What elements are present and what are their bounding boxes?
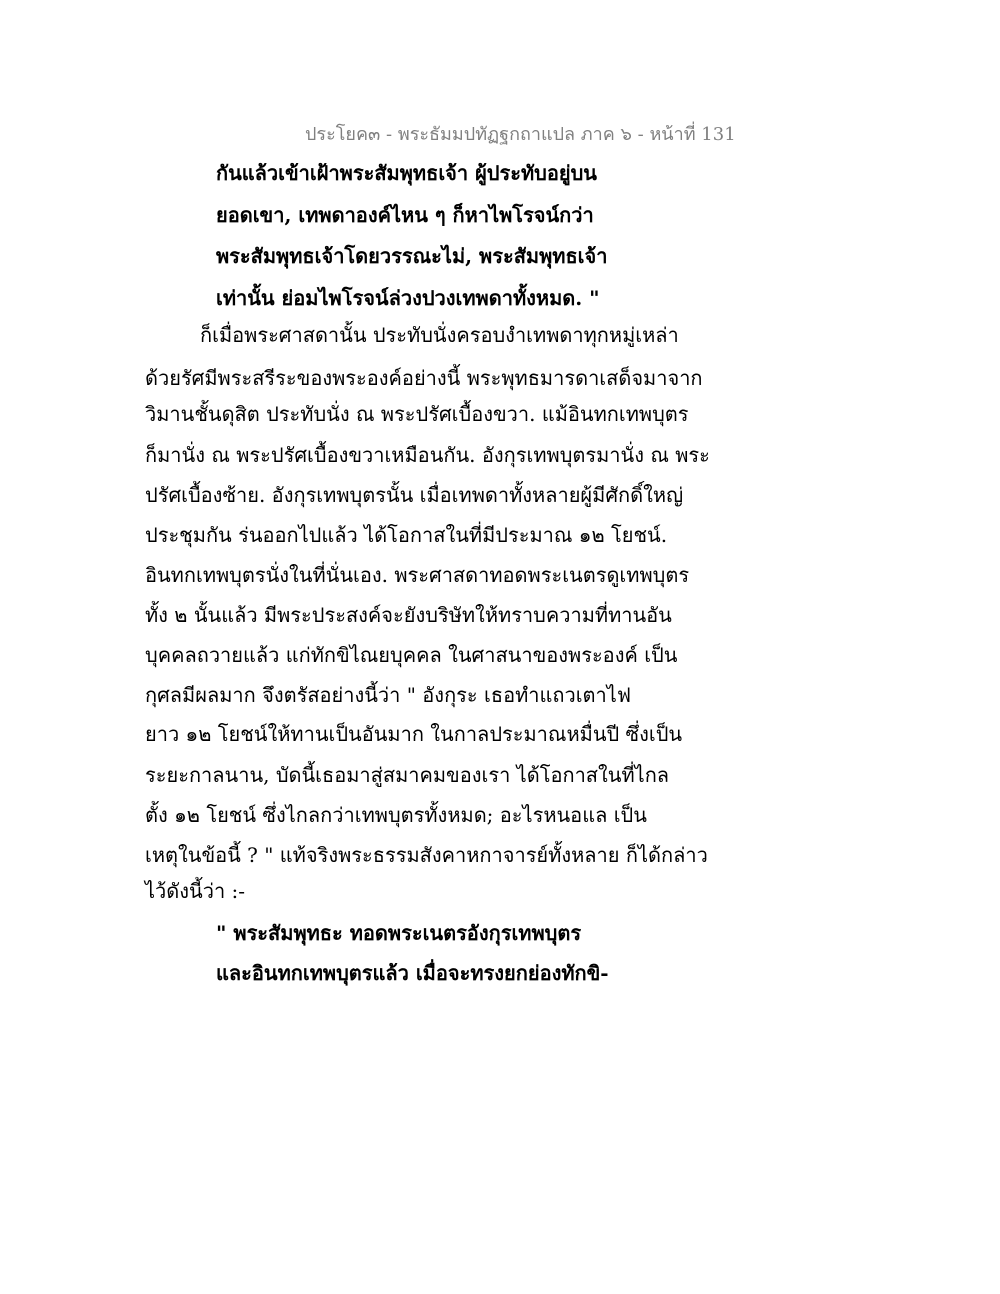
page-header: ประโยค๓ - พระธัมมปทัฏฐกถาแปล ภาค ๖ - หน้าที่ 131 [305, 124, 736, 145]
verse-line: กันแล้วเข้าเฝ้าพระสัมพุทธเจ้า ผู้ประทับอยู่บน [216, 161, 597, 185]
body-line: ยาว ๑๒ โยชน์ให้ทานเป็นอันมาก ในกาลประมาณหมื่นปี ซึ่งเป็น [145, 722, 683, 746]
body-line: เหตุในข้อนี้ ? " แท้จริงพระธรรมสังคาหกาจารย์ทั้งหลาย ก็ได้กล่าว [145, 843, 708, 867]
body-line: ก็เมื่อพระศาสดานั้น ประทับนั่งครอบงำเทพดาทุกหมู่เหล่า [200, 323, 679, 347]
verse-line: ยอดเขา, เทพดาองค์ไหน ๆ ก็หาไพโรจน์กว่า [216, 203, 594, 227]
body-line: ระยะกาลนาน, บัดนี้เธอมาสู่สมาคมของเรา ได้โอกาสในที่ไกล [145, 763, 670, 787]
body-line: วิมานชั้นดุสิต ประทับนั่ง ณ พระปรัศเบื้องขวา. แม้อินทกเทพบุตร [145, 402, 689, 426]
verse-line: และอินทกเทพบุตรแล้ว เมื่อจะทรงยกย่องทักขิ- [216, 961, 609, 985]
body-line: กุศลมีผลมาก จึงตรัสอย่างนี้ว่า " อังกุระ เธอทำแถวเตาไฟ [145, 683, 631, 707]
body-line: ก็มานั่ง ณ พระปรัศเบื้องขวาเหมือนกัน. อังกุรเทพบุตรมานั่ง ณ พระ [145, 443, 710, 467]
body-line: ตั้ง ๑๒ โยชน์ ซึ่งไกลกว่าเทพบุตรทั้งหมด; อะไรหนอแล เป็น [145, 803, 647, 827]
verse-line: " พระสัมพุทธะ ทอดพระเนตรอังกุรเทพบุตร [216, 921, 582, 945]
verse-line: เท่านั้น ย่อมไพโรจน์ล่วงปวงเทพดาทั้งหมด. " [216, 286, 600, 310]
verse-line: พระสัมพุทธเจ้าโดยวรรณะไม่, พระสัมพุทธเจ้า [216, 244, 608, 268]
body-line: ด้วยรัศมีพระสรีระของพระองค์อย่างนี้ พระพุทธมารดาเสด็จมาจาก [145, 366, 703, 390]
body-line: บุคคลถวายแล้ว แก่ทักขิไณยบุคคล ในศาสนาของพระองค์ เป็น [145, 643, 678, 667]
body-line: ทั้ง ๒ นั้นแล้ว มีพระประสงค์จะยังบริษัทให้ทราบความที่ทานอัน [145, 603, 672, 627]
body-line: ไว้ดังนี้ว่า :- [145, 879, 246, 903]
body-line: ปรัศเบื้องซ้าย. อังกุรเทพบุตรนั้น เมื่อเทพดาทั้งหลายผู้มีศักดิ์ใหญ่ [145, 483, 684, 507]
body-line: อินทกเทพบุตรนั่งในที่นั่นเอง. พระศาสดาทอดพระเนตรดูเทพบุตร [145, 563, 690, 587]
body-line: ประชุมกัน ร่นออกไปแล้ว ได้โอกาสในที่มีประมาณ ๑๒ โยชน์. [145, 523, 668, 547]
